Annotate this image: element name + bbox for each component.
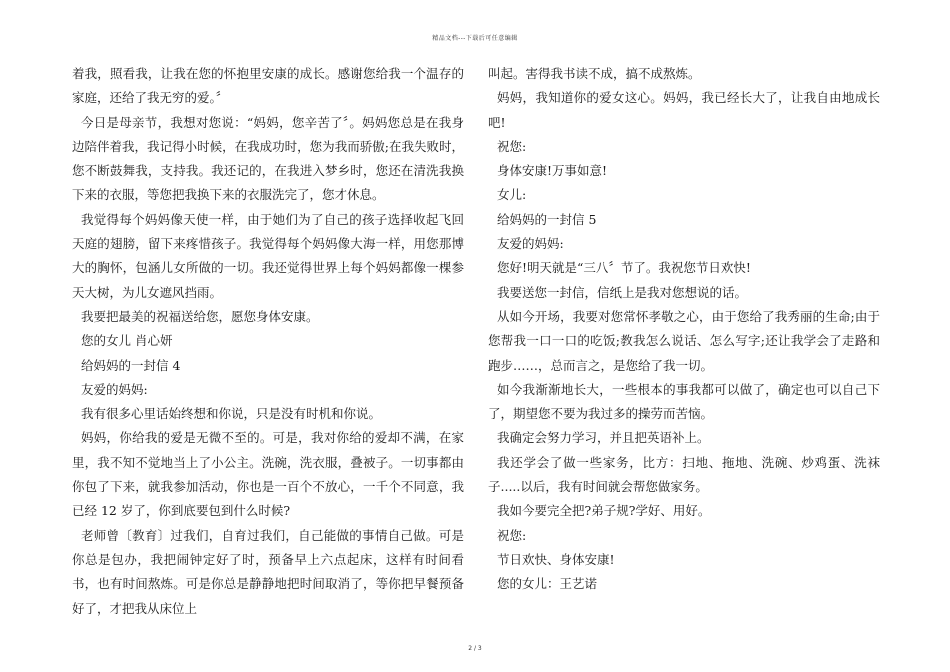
signature-line: 您的女儿 肖心妍 [81, 333, 173, 349]
page-header: 精品文档---下载后可任意编辑 [432, 35, 518, 42]
paragraph: 如今我渐渐地长大，一些根本的事我都可以做了，确定也可以自己下了，期望您不要为我过多的操劳而苦恼。 [488, 381, 880, 422]
salutation: 友爱的妈妈: [497, 236, 564, 252]
salutation: 友爱的妈妈: [81, 381, 148, 397]
left-text-column [72, 62, 464, 621]
page-number: 2 / 3 [468, 645, 482, 652]
paragraph: 我如今要完全把?弟子规?学好、用好。 [497, 503, 711, 519]
paragraph: 我还学会了做一些家务，比方：扫地、拖地、洗碗、炒鸡蛋、洗袜子.....以后，我有时间就会帮您做家务。 [488, 454, 880, 495]
paragraph: 叫起。害得我书读不成，搞不成熬炼。 [488, 66, 701, 81]
closing-line: 节日欢快、身体安康! [497, 551, 615, 567]
letter-heading: 给妈妈的一封信 4 [81, 357, 181, 373]
paragraph: 我要把最美的祝福送给您，愿您身体安康。 [81, 308, 319, 324]
closing-line: 祝您: [497, 527, 527, 543]
signature-line: 您的女儿：王艺诺 [497, 576, 598, 592]
paragraph: 妈妈，我知道你的爱女这心。妈妈，我已经长大了，让我自由地成长吧! [488, 90, 880, 130]
paragraph: 我要送您一封信，信纸上是我对您想说的话。 [497, 284, 748, 300]
paragraph: 您好!明天就是“三八〞节了。我祝您节日欢快! [497, 260, 751, 276]
paragraph: 妈妈，你给我的爱是无微不至的。可是，我对你给的爱却不满，在家里，我不知不觉地当上了小公主。洗碗，洗衣服，叠被子。一切事都由你包了下来，就我参加活动，你也是一百个不放心，一千个不同意，我已经 12 岁了，你到底要包到什么时候? [72, 430, 464, 519]
paragraph: 着我，照看我，让我在您的怀抱里安康的成长。感谢您给我一个温存的家庭，还给了我无穷的爱。〞 [72, 66, 464, 106]
signature-line: 女儿: [497, 187, 527, 203]
paragraph: 从如今开场，我要对您常怀孝敬之心，由于您给了我秀丽的生命;由于您帮我一口一口的吃饭;教我怎么说话、怎么写字;还让我学会了走路和跑步……，总而言之，是您给了我一切。 [488, 308, 880, 373]
paragraph: 老师曾〔教育〕过我们，自育过我们，自己能做的事情自己做。可是你总是包办，我把闹钟定好了时，预备早上六点起床，这样有时间看书，也有时间熬炼。可是你总是静静地把时间取消了，等你把早餐预备好了，才把我从床位上 [72, 527, 464, 616]
closing-line: 祝您: [497, 138, 527, 154]
paragraph: 今日是母亲节，我想对您说：“妈妈，您辛苦了〞。妈妈您总是在我身边陪伴着我，我记得小时候，在我成功时，您为我而骄傲;在我失败时，您不断鼓舞我，支持我。我还记的，在我进入梦乡时，您还在清洗我换下来的衣服，等您把我换下来的衣服洗完了，您才休息。 [72, 114, 464, 203]
paragraph: 我确定会努力学习，并且把英语补上。 [497, 430, 710, 446]
closing-line: 身体安康!万事如意! [497, 163, 608, 179]
paragraph: 我觉得每个妈妈像天使一样，由于她们为了自己的孩子选择收起飞回天庭的翅膀，留下来疼惜孩子。我觉得每个妈妈像大海一样，用您那博大的胸怀，包涵儿女所做的一切。我还觉得世界上每个妈妈都像一棵参天大树，为儿女遮风挡雨。 [72, 211, 464, 300]
right-text-column [488, 62, 880, 597]
letter-heading: 给妈妈的一封信 5 [497, 211, 597, 227]
paragraph: 我有很多心里话始终想和你说，只是没有时机和你说。 [81, 406, 382, 422]
